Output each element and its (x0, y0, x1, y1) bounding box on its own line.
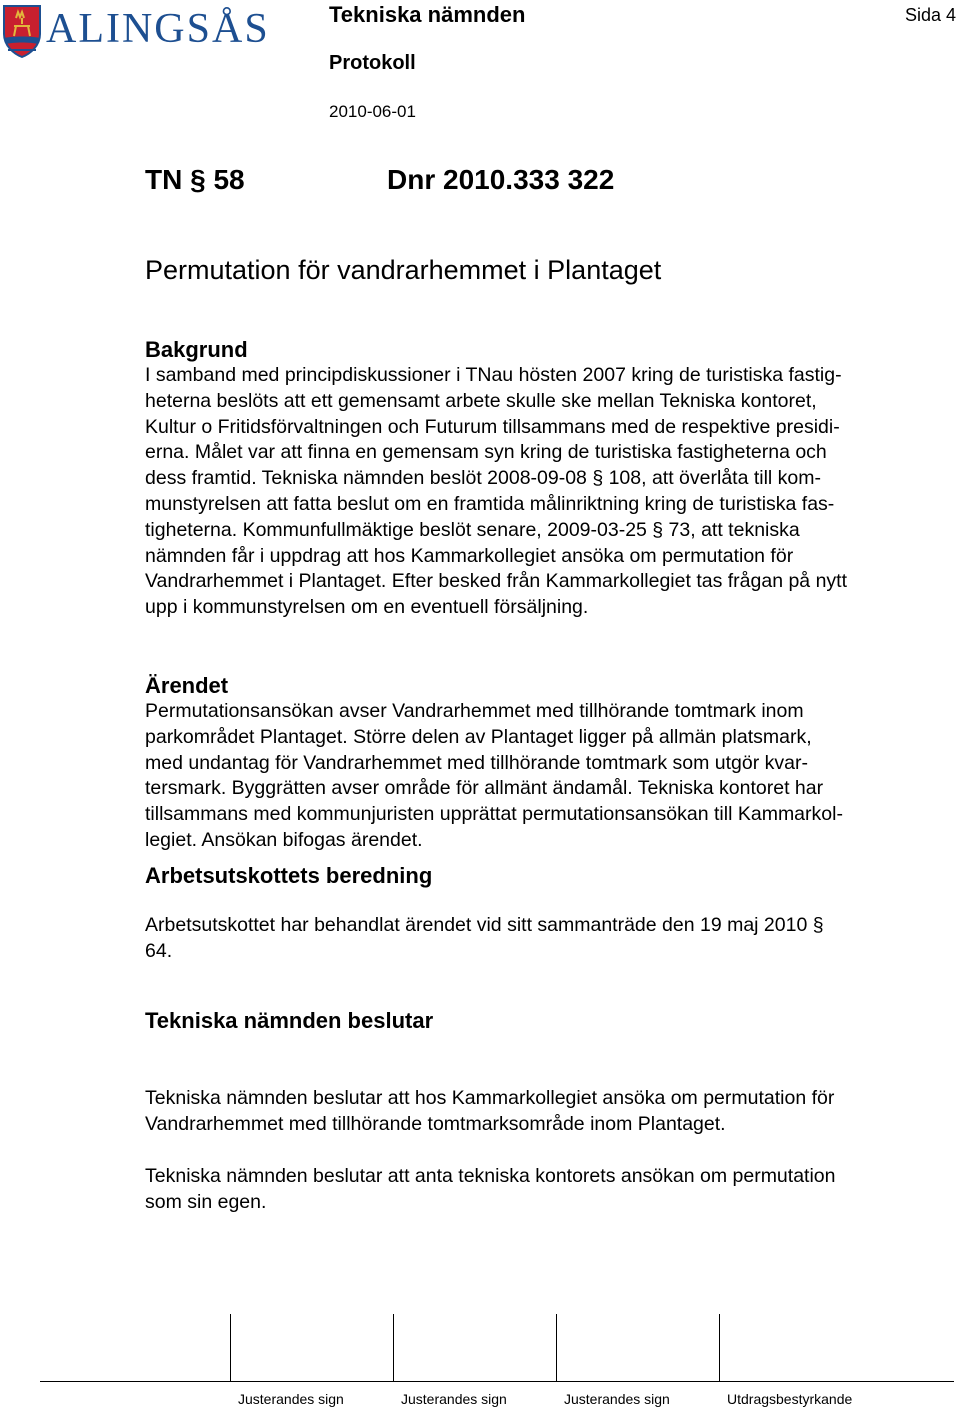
signature-divider (230, 1314, 231, 1382)
signature-label: Justerandes sign (401, 1391, 507, 1407)
municipality-logo (2, 4, 270, 58)
beslut-paragraph-1 (145, 1086, 885, 1138)
bakgrund-line: I samband med principdiskussioner i TNau hösten 2007 kring de turistiska fastig- (145, 364, 842, 386)
signature-divider (556, 1314, 557, 1382)
meeting-date: 2010-06-01 (329, 102, 416, 121)
beredning-heading: Arbetsutskottets beredning (145, 863, 433, 888)
bakgrund-line: munstyrelsen att fatta beslut om en framtida målinriktning kring de turistiska fas- (145, 492, 835, 515)
bakgrund-line: Vandrarhemmet i Plantaget. Efter besked från Kammarkollegiet tas frågan på nytt (145, 570, 847, 593)
signature-divider (719, 1314, 720, 1382)
arendet-line: legiet. Ansökan bifogas ärendet. (145, 828, 423, 851)
excerpt-certification-label: Utdragsbestyrkande (727, 1391, 853, 1407)
beslut-line: Tekniska nämnden beslutar att anta tekniska kontorets ansökan om permutation (145, 1165, 836, 1187)
bakgrund-heading: Bakgrund (145, 337, 248, 362)
document-type: Protokoll (329, 52, 416, 74)
bakgrund-line: heterna beslöts att ett gemensamt arbete skulle ske mellan Tekniska kontoret, (145, 389, 817, 412)
municipality-name: ALINGSÅS (46, 6, 270, 52)
signature-divider (393, 1314, 394, 1382)
committee-name: Tekniska nämnden (329, 2, 526, 27)
bakgrund-line: erna. Målet var att finna en gemensam syn kring de turistiska fastigheterna och (145, 441, 827, 464)
arendet-heading: Ärendet (145, 673, 229, 698)
case-title: Permutation för vandrarhemmet i Plantaget (145, 255, 662, 285)
arendet-line: med undantag för Vandrarhemmet med tillhörande tomtmark som utgör kvar- (145, 751, 808, 774)
arendet-line: tillsammans med kommunjuristen upprättat permutationsansökan till Kammarkol- (145, 803, 843, 826)
beredning-text (145, 913, 885, 965)
bakgrund-line: Kultur o Fritidsförvaltningen och Futurum tillsammans med de respektive presidi- (145, 415, 840, 438)
bakgrund-line: nämnden får i uppdrag att hos Kammarkollegiet ansöka om permutation för (145, 544, 794, 567)
beslut-line: Tekniska nämnden beslutar att hos Kammarkollegiet ansöka om permutation för (145, 1087, 835, 1109)
signature-label: Justerandes sign (238, 1391, 344, 1407)
signature-label: Justerandes sign (564, 1391, 670, 1407)
arendet-text (145, 699, 885, 854)
bakgrund-text (145, 363, 885, 621)
bakgrund-line: dess framtid. Tekniska nämnden beslöt 2008-09-08 § 108, att överlåta till kom- (145, 467, 822, 490)
diary-number: Dnr 2010.333 322 (387, 164, 615, 195)
coat-of-arms-icon (2, 4, 42, 58)
beslut-line: som sin egen. (145, 1190, 267, 1213)
beslut-paragraph-2 (145, 1164, 885, 1216)
bakgrund-line: upp i kommunstyrelsen om en eventuell försäljning. (145, 596, 589, 619)
bakgrund-line: tigheterna. Kommunfullmäktige beslöt senare, 2009-03-25 § 73, att tekniska (145, 518, 800, 541)
arendet-line: tersmark. Byggrätten avser område för allmänt ändamål. Tekniska kontoret har (145, 777, 824, 800)
beredning-line: Arbetsutskottet har behandlat ärendet vid sitt sammanträde den 19 maj 2010 § (145, 914, 824, 936)
arendet-line: parkområdet Plantaget. Större delen av Plantaget ligger på allmän platsmark, (145, 725, 812, 748)
beredning-line: 64. (145, 939, 173, 962)
case-number: TN § 58 (145, 164, 245, 195)
arendet-line: Permutationsansökan avser Vandrarhemmet med tillhörande tomtmark inom (145, 700, 804, 722)
beslut-line: Vandrarhemmet med tillhörande tomtmarksområde inom Plantaget. (145, 1112, 726, 1135)
page-number: Sida 4 (905, 5, 957, 25)
beslut-heading: Tekniska nämnden beslutar (145, 1008, 434, 1033)
signature-baseline (40, 1381, 954, 1382)
